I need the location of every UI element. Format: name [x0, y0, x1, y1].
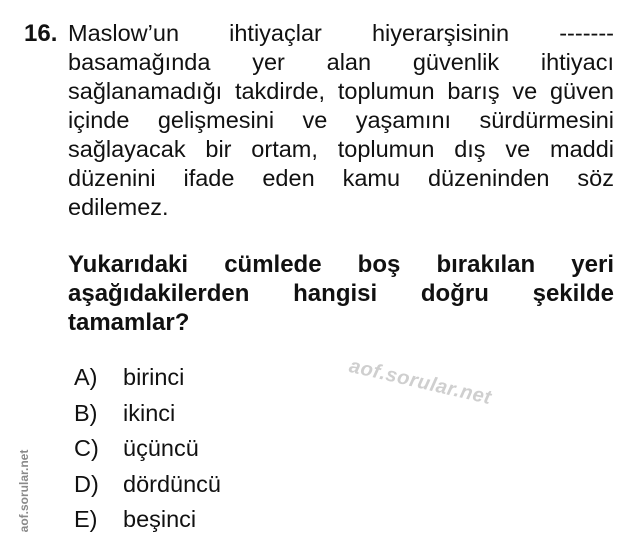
stem-line: düzenini ifade eden kamu düzeninden söz — [68, 165, 614, 191]
option-letter: C) — [74, 435, 99, 462]
question-stem — [68, 19, 614, 222]
stem-line: sağlayacak bir ortam, toplumun dış ve maddi — [68, 136, 614, 162]
option-text: üçüncü — [123, 435, 199, 462]
stem-line: basamağında yer alan güvenlik ihtiyacı — [68, 49, 614, 75]
prompt-line: tamamlar? — [68, 309, 190, 336]
option-c[interactable] — [74, 431, 474, 467]
stem-line: edilemez. — [68, 194, 169, 220]
option-e[interactable] — [74, 502, 474, 538]
watermark-center: aof.sorular.net — [347, 355, 494, 410]
stem-line: içinde gelişmesini ve yaşamını sürdürmesini — [68, 107, 614, 133]
option-letter: B) — [74, 399, 98, 426]
prompt-line: Yukarıdaki cümlede boş bırakılan yeri — [68, 251, 614, 278]
stem-line: sağlanamadığı takdirde, toplumun barış ve güven — [68, 78, 614, 104]
option-text: dördüncü — [123, 470, 221, 497]
option-letter: A) — [74, 364, 98, 391]
option-text: birinci — [123, 364, 185, 391]
stem-line: Maslow’un ihtiyaçlar hiyerarşisinin ------- — [68, 20, 614, 46]
option-letter: D) — [74, 470, 99, 497]
option-text: beşinci — [123, 506, 197, 533]
question-prompt — [68, 250, 614, 337]
option-letter: E) — [74, 506, 98, 533]
watermark-side: aof.sorular.net — [17, 449, 31, 533]
question-number: 16. — [24, 20, 58, 47]
option-b[interactable] — [74, 396, 474, 432]
prompt-line: aşağıdakilerden hangisi doğru şekilde — [68, 280, 614, 307]
option-text: ikinci — [123, 399, 176, 426]
option-d[interactable] — [74, 467, 474, 503]
